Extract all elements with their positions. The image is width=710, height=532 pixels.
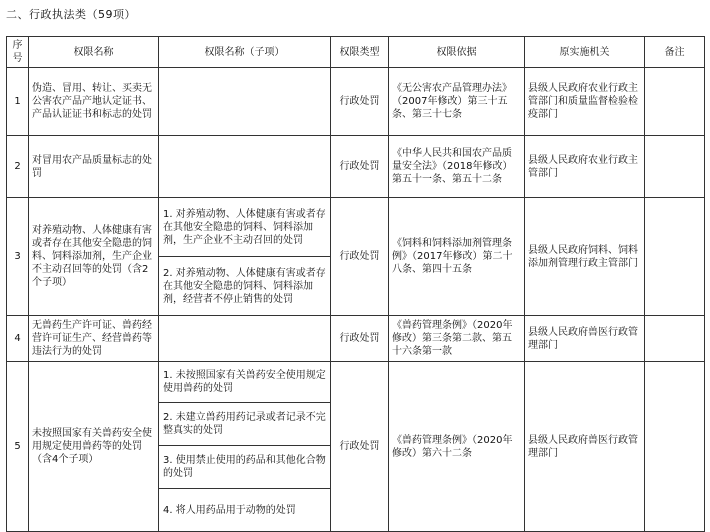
row-note [645, 136, 705, 198]
row-note [645, 198, 705, 316]
row-subitems [159, 362, 331, 532]
row-org: 县级人民政府兽医行政管理部门 [525, 316, 645, 362]
row-org: 县级人民政府兽医行政管理部门 [525, 362, 645, 532]
table-row [7, 316, 705, 362]
row-no: 3 [7, 198, 29, 316]
row-no: 5 [7, 362, 29, 532]
subitem: 1. 未按照国家有关兽药安全使用规定使用兽药的处罚 [159, 362, 330, 403]
header-org: 原实施机关 [525, 37, 645, 68]
row-sub-empty [159, 68, 331, 136]
table-row [7, 136, 705, 198]
header-note: 备注 [645, 37, 705, 68]
subitem: 1. 对养殖动物、人体健康有害或者存在其他安全隐患的饲料、饲料添加剂，生产企业不主动召回的处罚 [159, 198, 330, 257]
subitem: 3. 使用禁止使用的药品和其他化合物的处罚 [159, 446, 330, 489]
row-basis: 《兽药管理条例》（2020年修改）第三条第二款、第五十六条第一款 [389, 316, 525, 362]
row-note [645, 362, 705, 532]
header-basis: 权限依据 [389, 37, 525, 68]
row-type: 行政处罚 [331, 198, 389, 316]
row-name: 伪造、冒用、转让、买卖无公害农产品产地认定证书、产品认证证书和标志的处罚 [29, 68, 159, 136]
row-name: 未按照国家有关兽药安全使用规定使用兽药等的处罚（含4个子项） [29, 362, 159, 532]
row-basis: 《饲料和饲料添加剂管理条例》（2017年修改）第二十八条、第四十五条 [389, 198, 525, 316]
row-name: 对冒用农产品质量标志的处罚 [29, 136, 159, 198]
row-name: 无兽药生产许可证、兽药经营许可证生产、经营兽药等违法行为的处罚 [29, 316, 159, 362]
row-org: 县级人民政府农业行政主管部门 [525, 136, 645, 198]
row-note [645, 68, 705, 136]
row-name: 对养殖动物、人体健康有害或者存在其他安全隐患的饲料、饲料添加剂，生产企业不主动召回等的处罚（含2个子项） [29, 198, 159, 316]
row-no: 2 [7, 136, 29, 198]
row-type: 行政处罚 [331, 136, 389, 198]
row-sub-empty [159, 316, 331, 362]
row-type: 行政处罚 [331, 68, 389, 136]
header-type: 权限类型 [331, 37, 389, 68]
row-basis: 《中华人民共和国农产品质量安全法》（2018年修改）第五十一条、第五十二条 [389, 136, 525, 198]
subitem: 2. 对养殖动物、人体健康有害或者存在其他安全隐患的饲料、饲料添加剂，经营者不停止销售的处罚 [163, 267, 326, 305]
subitem: 2. 未建立兽药用药记录或者记录不完整真实的处罚 [159, 403, 330, 446]
table-row [7, 68, 705, 136]
header-row [7, 37, 705, 68]
row-no: 1 [7, 68, 29, 136]
subitem: 4. 将人用药品用于动物的处罚 [163, 504, 296, 516]
table-row [7, 362, 705, 532]
row-org: 县级人民政府农业行政主管部门和质量监督检验检疫部门 [525, 68, 645, 136]
row-org: 县级人民政府饲料、饲料添加剂管理行政主管部门 [525, 198, 645, 316]
header-no: 序号 [7, 37, 29, 68]
row-note [645, 316, 705, 362]
section-heading: 二、行政执法类（59项） [6, 8, 136, 21]
row-basis: 《兽药管理条例》（2020年修改）第六十二条 [389, 362, 525, 532]
header-sub: 权限名称（子项） [159, 37, 331, 68]
row-subitems [159, 198, 331, 316]
row-sub-empty [159, 136, 331, 198]
header-name: 权限名称 [29, 37, 159, 68]
authority-table [6, 36, 705, 532]
row-basis: 《无公害农产品管理办法》（2007年修改）第三十五条、第三十七条 [389, 68, 525, 136]
row-no: 4 [7, 316, 29, 362]
row-type: 行政处罚 [331, 362, 389, 532]
table-row [7, 198, 705, 316]
row-type: 行政处罚 [331, 316, 389, 362]
